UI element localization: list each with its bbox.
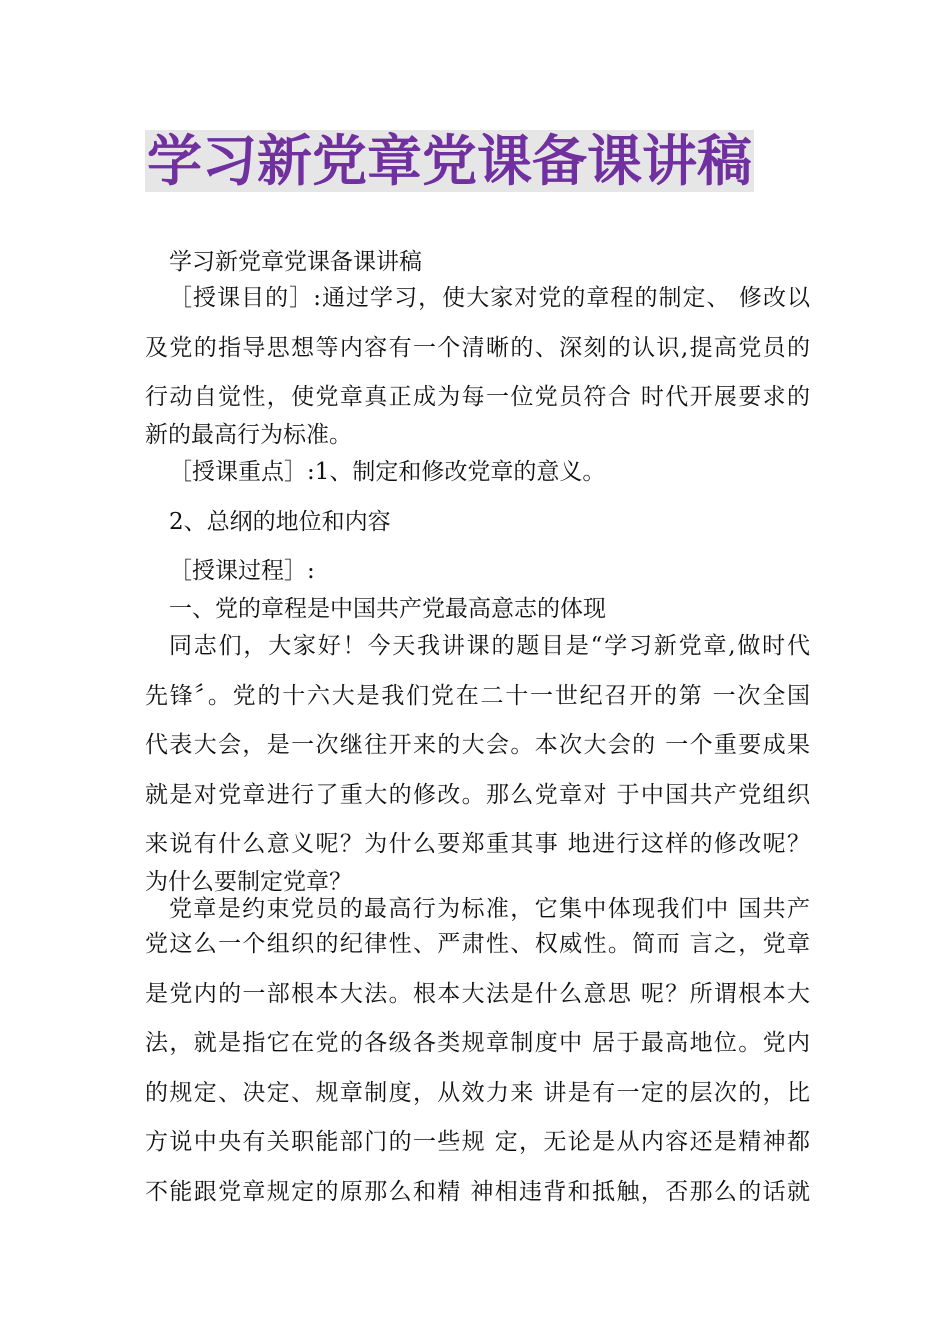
text-line: ［授课目的］:通过学习，使大家对党的章程的制定、 修改以 <box>169 285 810 311</box>
text-line: 为什么要制定党章？ <box>145 869 352 895</box>
text-line: 就是对党章进行了重大的修改。那么党章对 于中国共产党组织 <box>145 782 810 808</box>
document-title: 学习新党章党课备课讲稿 <box>147 129 753 193</box>
text-line: 的规定、决定、规章制度，从效力来 讲是有一定的层次的，比 <box>145 1080 810 1106</box>
text-line: 党章是约束党员的最高行为标准，它集中体现我们中 国共产 <box>169 896 810 922</box>
text-line: 2、总纲的地位和内容 <box>169 509 391 535</box>
text-line: 先锋〞。党的十六大是我们党在二十一世纪召开的第 一次全国 <box>145 683 810 709</box>
text-line: 学习新党章党课备课讲稿 <box>169 249 422 275</box>
text-line: ［授课重点］:1、制定和修改党章的意义。 <box>169 459 606 485</box>
text-line: 同志们，大家好！今天我讲课的题目是“学习新党章,做时代 <box>169 633 810 659</box>
text-line: 是党内的一部根本大法。根本大法是什么意思 呢？所谓根本大 <box>145 981 810 1007</box>
text-line: ［授课过程］: <box>169 558 315 584</box>
text-line: 党这么一个组织的纪律性、严肃性、权威性。简而 言之，党章 <box>145 931 810 957</box>
text-line: 法，就是指它在党的各级各类规章制度中 居于最高地位。党内 <box>145 1030 810 1056</box>
text-line: 新的最高行为标准。 <box>145 422 352 448</box>
text-line: 来说有什么意义呢？为什么要郑重其事 地进行这样的修改呢？ <box>145 831 810 857</box>
text-line: 行动自觉性，使党章真正成为每一位党员符合 时代开展要求的 <box>145 384 810 410</box>
text-line: 及党的指导思想等内容有一个清晰的、深刻的认识,提高党员的 <box>145 335 810 361</box>
title-highlight <box>145 130 754 192</box>
text-line: 方说中央有关职能部门的一些规 定，无论是从内容还是精神都 <box>145 1129 810 1155</box>
text-line: 不能跟党章规定的原那么和精 神相违背和抵触，否那么的话就 <box>145 1179 810 1205</box>
section-heading: 一、党的章程是中国共产党最高意志的体现 <box>169 596 606 622</box>
text-line: 代表大会，是一次继往开来的大会。本次大会的 一个重要成果 <box>145 732 810 758</box>
